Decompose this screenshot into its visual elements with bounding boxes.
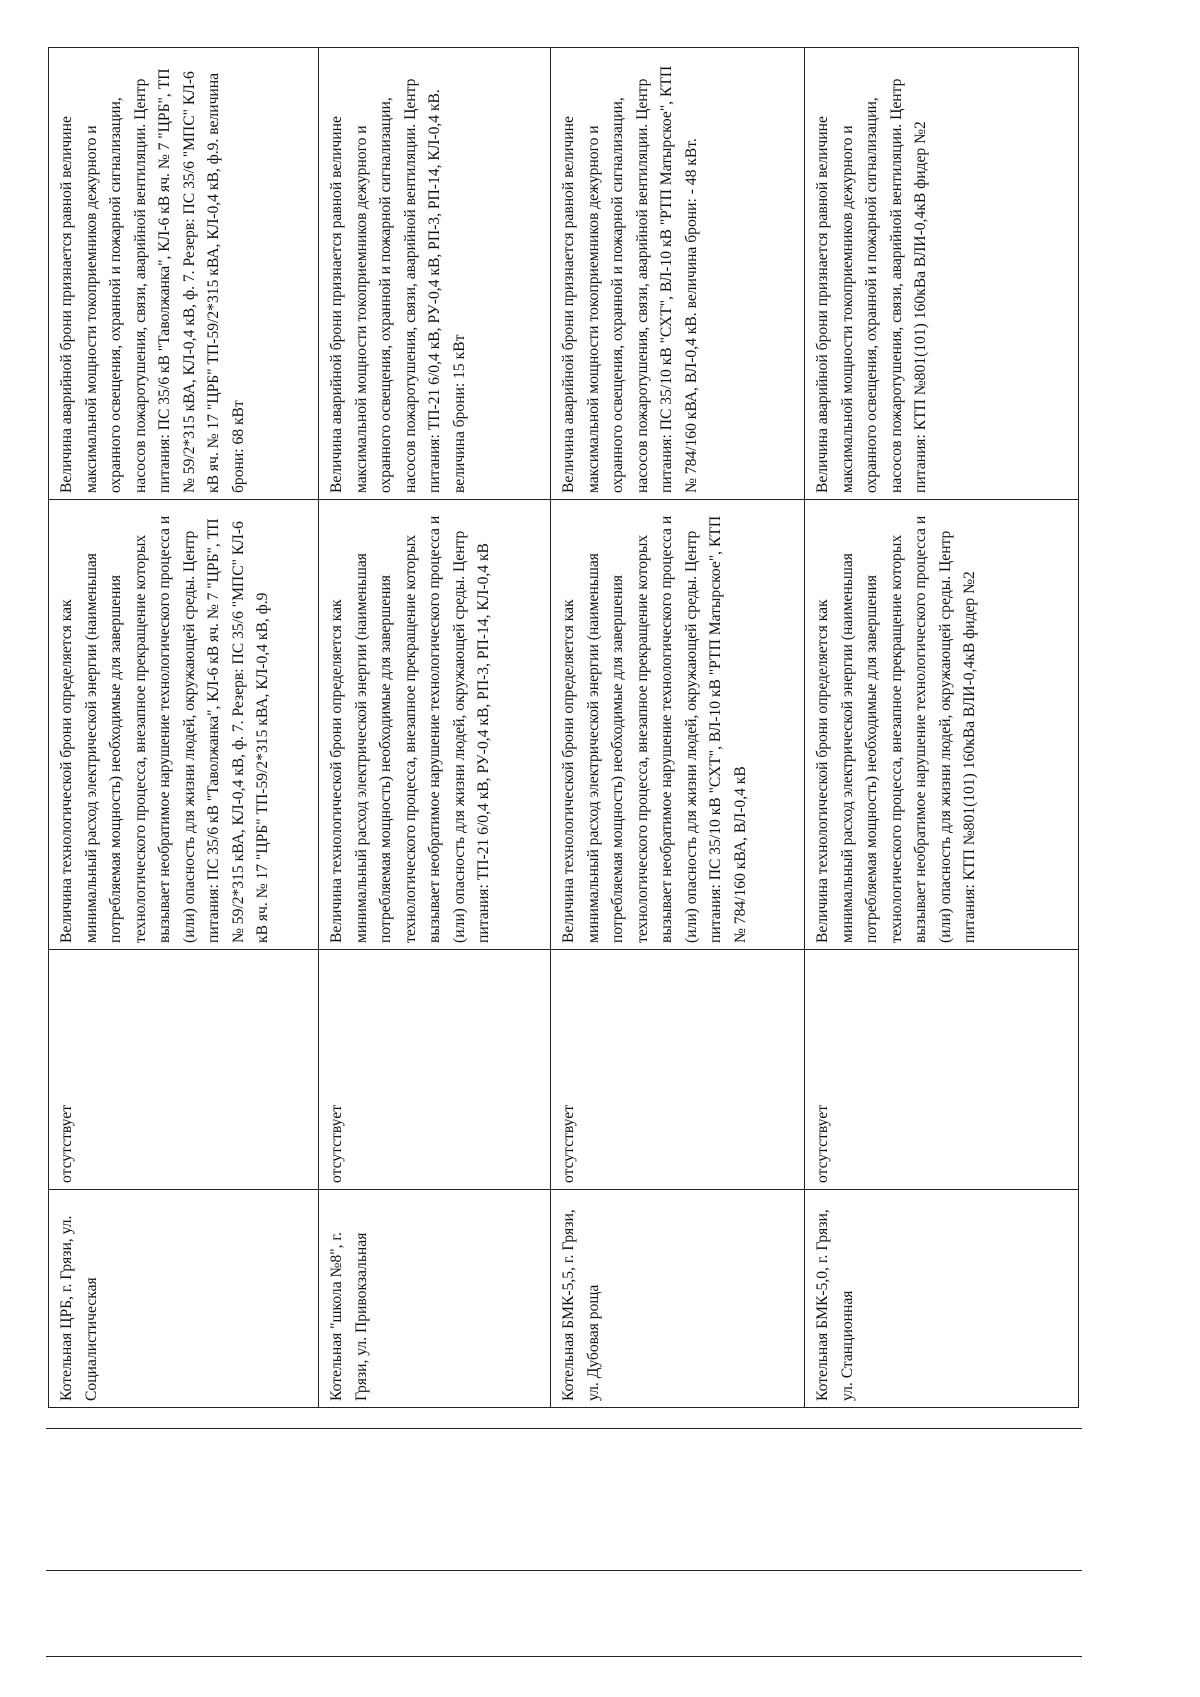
- table-row: [319, 48, 551, 1408]
- emergency-reserve-cell: Величина аварийной брони признается равной величине максимальной мощности токоприемников дежурного и охранного освещения, охранной и пожарной сигнализации, насосов пожаротушения, связи, аварийной вентиляции. Центр питания: КТП №801(101) 160кВа ВЛИ-0,4кВ фидер №2: [805, 48, 1079, 500]
- object-cell: Котельная БМК-5,5, г. Грязи, ул. Дубовая роща: [551, 1190, 805, 1408]
- divider-line: [46, 1570, 1082, 1571]
- absent-cell: отсутствует: [551, 950, 805, 1190]
- emergency-reserve-cell: Величина аварийной брони признается равной величине максимальной мощности токоприемников дежурного и охранного освещения, охранной и пожарной сигнализации, насосов пожаротушения, связи, аварийной вентиляции. Центр питания: ПС 35/6 кВ "Таволжанка", КЛ-6 кВ яч. № 7 "ЦРБ", ТП № 59/2*315 кВА, КЛ-0,4 кВ, ф. 7. Резерв: ПС 35/6 "МПС" КЛ-6 кВ яч. № 17 "ЦРБ" ТП-59/2*315 кВА, КЛ-0,4 кВ, ф.9. величина брони: 68 кВт: [49, 48, 319, 500]
- emergency-reserve-cell: Величина аварийной брони признается равной величине максимальной мощности токоприемников дежурного и охранного освещения, охранной и пожарной сигнализации, насосов пожаротушения, связи, аварийной вентиляции. Центр питания: ПС 35/10 кВ "СХТ", ВЛ-10 кВ "РТП Матырское", КТП № 784/160 кВА, ВЛ-0,4 кВ. величина брони: - 48 кВт.: [551, 48, 805, 500]
- object-cell: Котельная "школа №8", г. Грязи, ул. Привокзальная: [319, 1190, 551, 1408]
- tech-reserve-cell: Величина технологической брони определяется как минимальный расход электрической энергии (наименьшая потребляемая мощность) необходимые для завершения технологического процесса, внезапное прекращение которых вызывает необратимое нарушение технологического процесса и (или) опасность для жизни людей, окружающей среды. Центр питания: ТП-21 6/0,4 кВ, РУ-0,4 кВ, РП-3, РП-14, КЛ-0,4 кВ: [319, 500, 551, 950]
- table-row: [805, 48, 1079, 1408]
- table-row: [551, 48, 805, 1408]
- emergency-reserve-cell: Величина аварийной брони признается равной величине максимальной мощности токоприемников дежурного и охранного освещения, охранной и пожарной сигнализации, насосов пожаротушения, связи, аварийной вентиляции. Центр питания: ТП-21 6/0,4 кВ, РУ-0,4 кВ, РП-3, РП-14, КЛ-0,4 кВ. величина брони: 15 кВт: [319, 48, 551, 500]
- absent-cell: отсутствует: [49, 950, 319, 1190]
- table-row: [49, 48, 319, 1408]
- tech-reserve-cell: Величина технологической брони определяется как минимальный расход электрической энергии (наименьшая потребляемая мощность) необходимые для завершения технологического процесса, внезапное прекращение которых вызывает необратимое нарушение технологического процесса и (или) опасность для жизни людей, окружающей среды. Центр питания: ПС 35/10 кВ "СХТ", ВЛ-10 кВ "РТП Матырское", КТП № 784/160 кВА, ВЛ-0,4 кВ: [551, 500, 805, 950]
- object-cell: Котельная БМК-5,0, г. Грязи, ул. Станционная: [805, 1190, 1079, 1408]
- tech-reserve-cell: Величина технологической брони определяется как минимальный расход электрической энергии (наименьшая потребляемая мощность) необходимые для завершения технологического процесса, внезапное прекращение которых вызывает необратимое нарушение технологического процесса и (или) опасность для жизни людей, окружающей среды. Центр питания: ПС 35/6 кВ "Таволжанка", КЛ-6 кВ яч. № 7 "ЦРБ", ТП № 59/2*315 кВА, КЛ-0,4 кВ, ф. 7. Резерв: ПС 35/6 "МПС" КЛ-6 кВ яч. № 17 "ЦРБ" ТП-59/2*315 кВА, КЛ-0,4 кВ, ф.9: [49, 500, 319, 950]
- absent-cell: отсутствует: [319, 950, 551, 1190]
- rotated-page-content: [48, 48, 1078, 1408]
- object-cell: Котельная ЦРБ, г. Грязи, ул. Социалистическая: [49, 1190, 319, 1408]
- tech-reserve-cell: Величина технологической брони определяется как минимальный расход электрической энергии (наименьшая потребляемая мощность) необходимые для завершения технологического процесса, внезапное прекращение которых вызывает необратимое нарушение технологического процесса и (или) опасность для жизни людей, окружающей среды. Центр питания: КТП №801(101) 160кВа ВЛИ-0,4кВ фидер №2: [805, 500, 1079, 950]
- divider-line: [46, 1656, 1082, 1657]
- reserve-table: [48, 47, 1079, 1408]
- divider-line: [46, 1428, 1082, 1429]
- absent-cell: отсутствует: [805, 950, 1079, 1190]
